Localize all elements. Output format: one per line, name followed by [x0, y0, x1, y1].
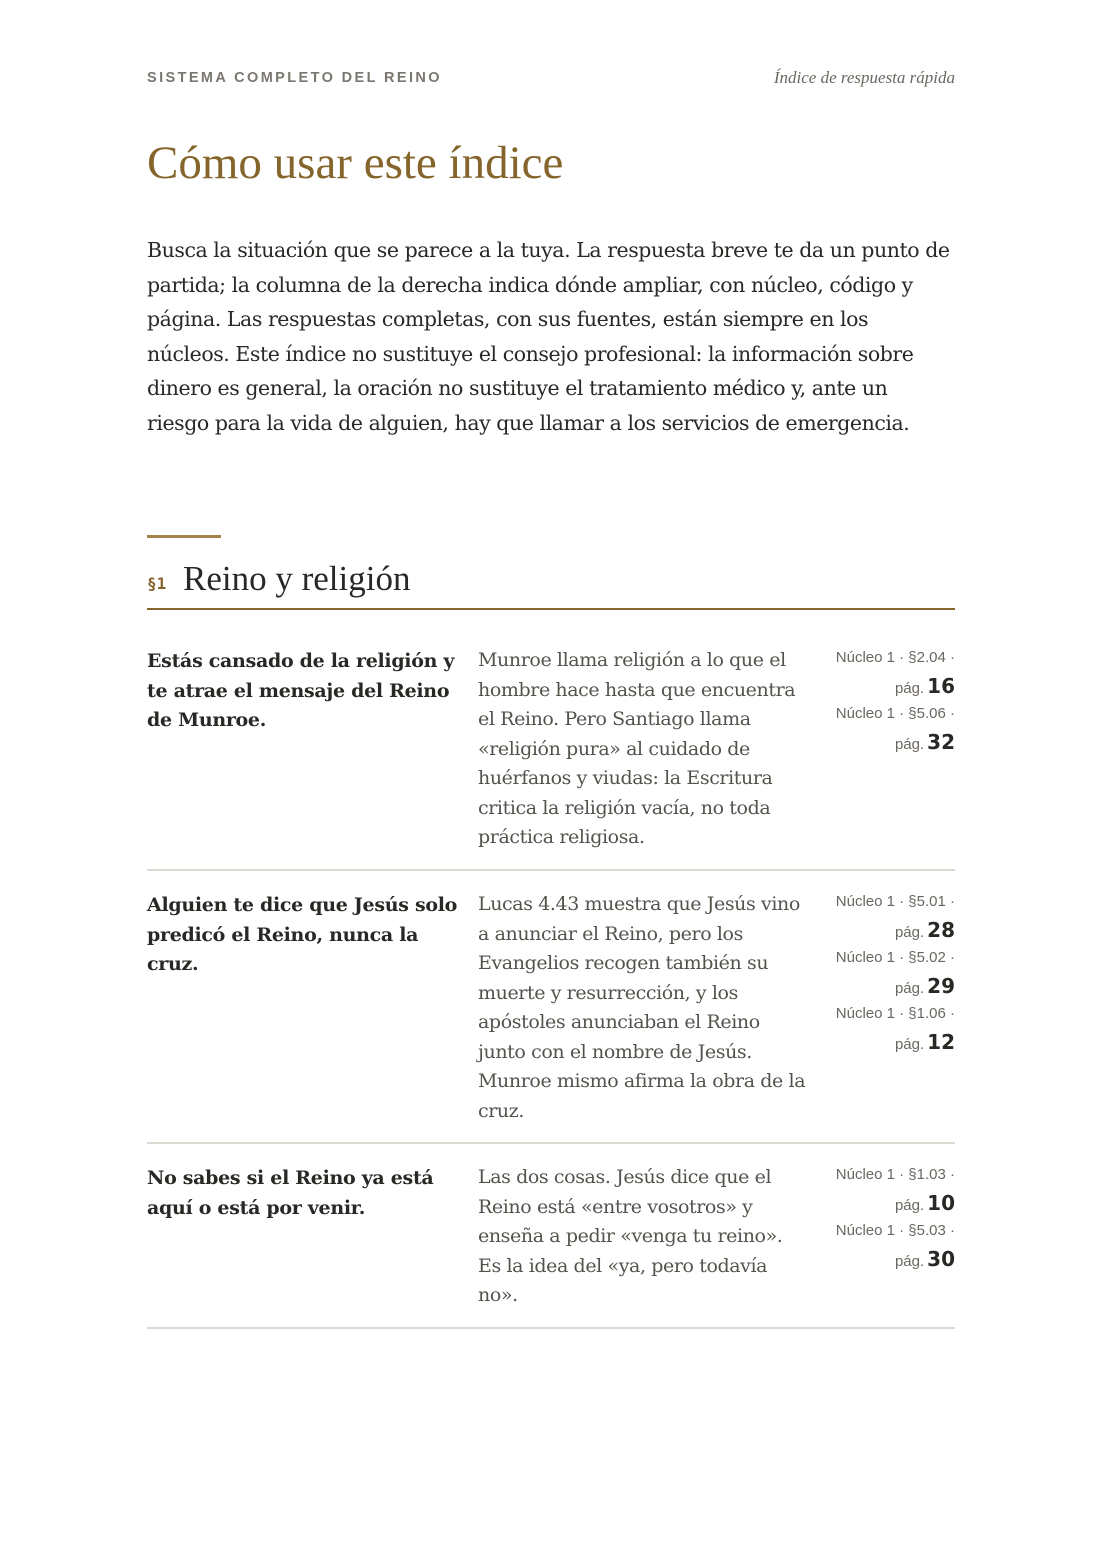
section-heading [147, 557, 955, 607]
reference-item [805, 888, 955, 944]
reference-page-number: 10 [927, 1191, 955, 1215]
section-title: Reino y religión [183, 559, 411, 598]
entry-answer: Munroe llama religión a lo que el hombre hace hasta que encuentra el Reino. Pero Santiago llama «religión pura» al cuidado de huérfanos y viudas: la Escritura critica la religión vacía, no toda práctica religiosa. [478, 649, 796, 848]
reference-item [805, 1161, 955, 1217]
reference-page-label: pág. [894, 680, 925, 697]
entry-list [147, 610, 955, 1329]
reference-item [805, 644, 955, 700]
running-header-title: SISTEMA COMPLETO DEL REINO [147, 70, 442, 86]
reference-code: Núcleo 1 · §5.01 · [835, 893, 955, 910]
reference-item [805, 700, 955, 756]
entry-answer: Las dos cosas. Jesús dice que el Reino está «entre vosotros» y enseña a pedir «venga tu reino». Es la idea del «ya, pero todavía no». [478, 1166, 783, 1306]
reference-page-label: pág. [894, 980, 925, 997]
reference-page-number: 29 [927, 974, 955, 998]
reference-page-number: 28 [927, 918, 955, 942]
section-number: §1 [147, 574, 167, 593]
reference-code: Núcleo 1 · §1.06 · [835, 1005, 955, 1022]
reference-page-label: pág. [894, 1197, 925, 1214]
running-header-subtitle: Índice de respuesta rápida [773, 68, 955, 87]
running-header [147, 68, 955, 90]
reference-page-label: pág. [894, 1253, 925, 1270]
page-title: Cómo usar este índice [147, 137, 564, 189]
reference-page-label: pág. [894, 736, 925, 753]
entry-row [147, 871, 955, 1144]
reference-item [805, 1000, 955, 1056]
reference-page-number: 32 [927, 730, 955, 754]
reference-code: Núcleo 1 · §2.04 · [835, 649, 955, 666]
entry-row [147, 1144, 955, 1329]
reference-code: Núcleo 1 · §5.03 · [835, 1222, 955, 1239]
reference-item [805, 1217, 955, 1273]
reference-page-number: 16 [927, 674, 955, 698]
reference-code: Núcleo 1 · §5.06 · [835, 705, 955, 722]
entry-row [147, 610, 955, 871]
section-accent-rule [147, 535, 221, 538]
reference-page-label: pág. [894, 1036, 925, 1053]
entry-question: No sabes si el Reino ya está aquí o está por venir. [147, 1167, 434, 1219]
entry-references [805, 644, 955, 756]
entry-question: Estás cansado de la religión y te atrae el mensaje del Reino de Munroe. [147, 650, 455, 731]
reference-code: Núcleo 1 · §5.02 · [835, 949, 955, 966]
reference-item [805, 944, 955, 1000]
reference-page-number: 30 [927, 1247, 955, 1271]
entry-question: Alguien te dice que Jesús solo predicó el Reino, nunca la cruz. [147, 894, 458, 975]
reference-page-number: 12 [927, 1030, 955, 1054]
entry-answer: Lucas 4.43 muestra que Jesús vino a anunciar el Reino, pero los Evangelios recogen también su muerte y resurrección, y los apóstoles anunciaban el Reino junto con el nombre de Jesús. Munroe mismo afirma la obra de la cruz. [478, 893, 806, 1122]
intro-paragraph: Busca la situación que se parece a la tuya. La respuesta breve te da un punto de partida; la columna de la derecha indica dónde ampliar, con núcleo, código y página. Las respuestas completas, con sus fuentes, están siempre en los núcleos. Este índice no sustituye el consejo profesional: la información sobre dinero es general, la oración no sustituye el tratamiento médico y, ante un riesgo para la vida de alguien, hay que llamar a los servicios de emergencia. [147, 238, 950, 435]
entry-references [805, 1161, 955, 1273]
reference-page-label: pág. [894, 924, 925, 941]
entry-references [805, 888, 955, 1056]
reference-code: Núcleo 1 · §1.03 · [835, 1166, 955, 1183]
